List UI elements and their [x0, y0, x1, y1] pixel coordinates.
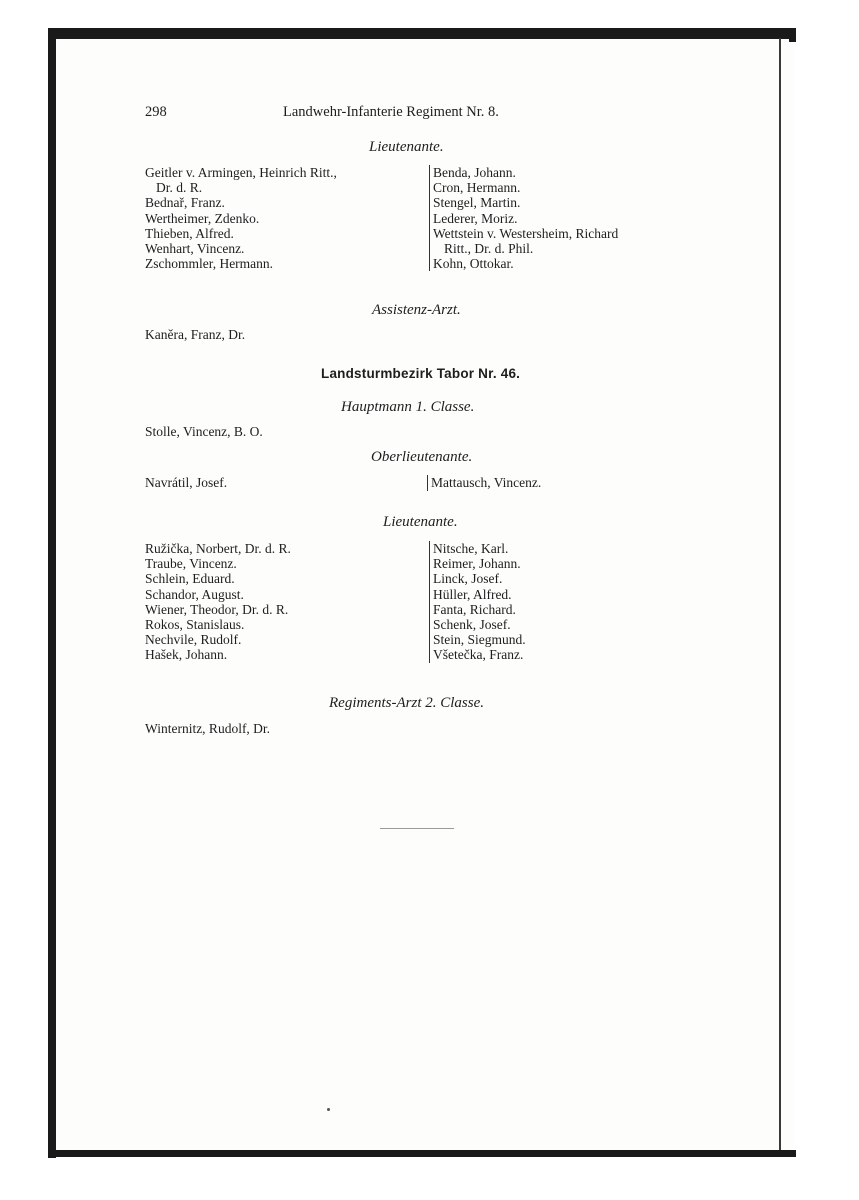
section-title-lieutenante: Lieutenante.	[369, 139, 444, 155]
list-item: Kaněra, Franz, Dr.	[145, 327, 246, 342]
list-item: Wettstein v. Westersheim, Richard	[433, 225, 619, 241]
list-item: Navrátil, Josef.	[145, 475, 228, 490]
page-number: 298	[145, 104, 167, 120]
section-title-hauptmann: Hauptmann 1. Classe.	[341, 399, 475, 415]
section-title-assistenz-arzt: Assistenz-Arzt.	[372, 302, 461, 318]
lieutenante-landsturm-right-column	[429, 541, 526, 663]
list-item: Stengel, Martin.	[433, 195, 521, 211]
page-header	[145, 104, 585, 124]
scan-border-bottom	[48, 1150, 796, 1157]
lieutenante-right-column	[429, 165, 618, 271]
section-title-lieutenante-landsturm: Lieutenante.	[383, 514, 458, 530]
list-item: Zschommler, Hermann.	[145, 256, 274, 272]
list-item: Bednař, Franz.	[145, 195, 225, 211]
list-item: Rokos, Stanislaus.	[145, 617, 245, 633]
list-item: Schenk, Josef.	[433, 617, 511, 633]
list-item: Linck, Josef.	[433, 571, 503, 587]
scan-border-left	[48, 28, 56, 1158]
list-item: Stolle, Vincenz, B. O.	[145, 424, 263, 439]
list-item: Schandor, August.	[145, 586, 244, 602]
list-item: Nechvile, Rudolf.	[145, 632, 242, 648]
scan-border-right	[779, 38, 781, 1156]
lieutenante-left-column	[145, 165, 337, 271]
district-heading: Landsturmbezirk Tabor Nr. 46.	[321, 366, 521, 381]
list-item: Thieben, Alfred.	[145, 225, 234, 241]
list-item: Hüller, Alfred.	[433, 586, 512, 602]
list-item: Geitler v. Armingen, Heinrich Ritt.,	[145, 165, 337, 180]
scan-speck	[327, 1108, 330, 1111]
list-item: Nitsche, Karl.	[433, 541, 509, 556]
list-item: Všetečka, Franz.	[433, 647, 524, 663]
list-item: Wenhart, Vincenz.	[145, 241, 245, 257]
list-item: Lederer, Moriz.	[433, 210, 518, 226]
lieutenante-landsturm-left-column	[145, 541, 291, 663]
list-item: Schlein, Eduard.	[145, 571, 235, 587]
section-title-oberlieutenante: Oberlieutenante.	[371, 449, 473, 465]
list-item: Benda, Johann.	[433, 165, 516, 180]
list-item: Traube, Vincenz.	[145, 556, 237, 572]
list-item: Reimer, Johann.	[433, 556, 521, 572]
list-item: Ružička, Norbert, Dr. d. R.	[145, 541, 291, 556]
list-item: Fanta, Richard.	[433, 601, 516, 617]
scan-border-top	[48, 28, 796, 39]
section-title-regiments-arzt: Regiments-Arzt 2. Classe.	[329, 695, 484, 711]
list-item: Dr. d. R.	[156, 180, 203, 196]
list-item: Mattausch, Vincenz.	[427, 475, 541, 491]
list-item: Hašek, Johann.	[145, 647, 228, 663]
list-item: Ritt., Dr. d. Phil.	[444, 241, 534, 257]
end-rule	[380, 828, 454, 829]
scan-border-corner	[789, 28, 796, 42]
list-item: Kohn, Ottokar.	[433, 256, 514, 272]
list-item: Cron, Hermann.	[433, 180, 521, 196]
list-item: Wertheimer, Zdenko.	[145, 210, 260, 226]
list-item: Wiener, Theodor, Dr. d. R.	[145, 601, 289, 617]
running-title: Landwehr-Infanterie Regiment Nr. 8.	[283, 104, 499, 120]
list-item: Winternitz, Rudolf, Dr.	[145, 721, 271, 736]
list-item: Stein, Siegmund.	[433, 632, 526, 648]
